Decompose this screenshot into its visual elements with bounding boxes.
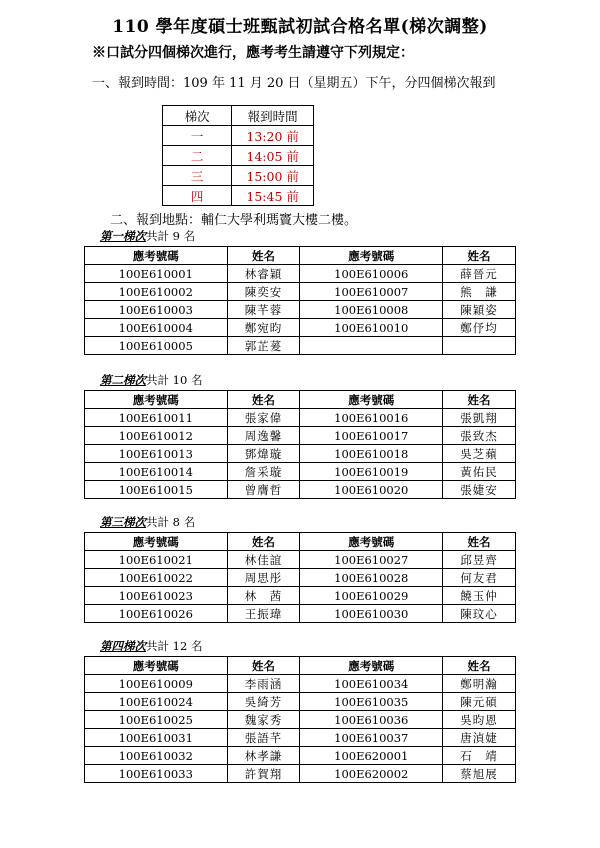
student-name: 許賀翔: [227, 765, 300, 783]
group-count: 共計 9 名: [146, 229, 196, 243]
student-name: 吳昀恩: [443, 711, 516, 729]
exam-number: 100E610020: [300, 481, 443, 499]
student-name: 周思彤: [227, 569, 300, 587]
student-name: 林 茜: [227, 587, 300, 605]
table-row: [85, 729, 516, 747]
schedule-row: [163, 126, 314, 146]
student-name: 石 靖: [443, 747, 516, 765]
table-row: [85, 463, 516, 481]
student-name: 陳元碩: [443, 693, 516, 711]
schedule-header-time: 報到時間: [232, 106, 314, 126]
table-row: [85, 445, 516, 463]
student-name: 魏家秀: [227, 711, 300, 729]
group-label: 第三梯次: [100, 515, 146, 529]
student-name: 林睿穎: [227, 265, 300, 283]
exam-number: 100E610019: [300, 463, 443, 481]
student-name: 吳芝蘋: [443, 445, 516, 463]
student-name: 張婕安: [443, 481, 516, 499]
table-row: [85, 551, 516, 569]
student-name: 何友君: [443, 569, 516, 587]
column-header: 姓名: [443, 657, 516, 675]
column-header: 應考號碼: [85, 533, 228, 551]
schedule-session: 一: [163, 126, 232, 146]
schedule-header-row: [163, 106, 314, 126]
exam-number: 100E610013: [85, 445, 228, 463]
table-row: [85, 587, 516, 605]
exam-number: 100E610032: [85, 747, 228, 765]
exam-number: 100E610031: [85, 729, 228, 747]
exam-number: 100E610030: [300, 605, 443, 623]
exam-number: 100E610026: [85, 605, 228, 623]
table-row: [85, 711, 516, 729]
schedule-time: 15:00 前: [232, 166, 314, 186]
group-count: 共計 12 名: [146, 639, 203, 653]
student-name: [443, 337, 516, 355]
exam-number: 100E610037: [300, 729, 443, 747]
table-row: [85, 569, 516, 587]
schedule-row: [163, 146, 314, 166]
table-row: [85, 693, 516, 711]
student-name: 蔡旭展: [443, 765, 516, 783]
column-header: 應考號碼: [300, 247, 443, 265]
student-name: 李雨涵: [227, 675, 300, 693]
column-header: 姓名: [227, 657, 300, 675]
student-name: 張家偉: [227, 409, 300, 427]
exam-number: 100E610012: [85, 427, 228, 445]
exam-number: 100E610035: [300, 693, 443, 711]
exam-number: 100E610014: [85, 463, 228, 481]
table-row: [85, 605, 516, 623]
column-header: 應考號碼: [300, 533, 443, 551]
exam-number: 100E610010: [300, 319, 443, 337]
column-header: 應考號碼: [300, 391, 443, 409]
student-name: 吳綺芳: [227, 693, 300, 711]
exam-number: 100E610004: [85, 319, 228, 337]
exam-number: [300, 337, 443, 355]
table-row: [85, 265, 516, 283]
column-header: 姓名: [227, 391, 300, 409]
table-row: [85, 283, 516, 301]
student-name: 曾膺哲: [227, 481, 300, 499]
column-header: 應考號碼: [85, 657, 228, 675]
exam-number: 100E610006: [300, 265, 443, 283]
group-count: 共計 8 名: [146, 515, 196, 529]
exam-number: 100E610003: [85, 301, 228, 319]
group-table: [84, 532, 516, 623]
schedule-table: [162, 105, 314, 206]
exam-number: 100E610017: [300, 427, 443, 445]
notice-text: ※口試分四個梯次進行，應考考生請遵守下列規定：: [92, 45, 414, 61]
student-name: 張凱翔: [443, 409, 516, 427]
exam-number: 100E610034: [300, 675, 443, 693]
student-name: 張語芊: [227, 729, 300, 747]
table-row: [85, 319, 516, 337]
exam-number: 100E610015: [85, 481, 228, 499]
table-row: [85, 409, 516, 427]
group-caption: [100, 638, 202, 654]
schedule-session: 三: [163, 166, 232, 186]
student-name: 饒玉仲: [443, 587, 516, 605]
schedule-session: 四: [163, 186, 232, 206]
exam-number: 100E610009: [85, 675, 228, 693]
student-name: 陳穎姿: [443, 301, 516, 319]
student-name: 林孝謙: [227, 747, 300, 765]
exam-number: 100E610025: [85, 711, 228, 729]
group-caption: [100, 228, 195, 244]
column-header: 姓名: [227, 533, 300, 551]
column-header: 姓名: [443, 533, 516, 551]
student-name: 陳芊蓉: [227, 301, 300, 319]
table-row: [85, 301, 516, 319]
student-name: 王振瑋: [227, 605, 300, 623]
schedule-row: [163, 186, 314, 206]
group-table: [84, 656, 516, 783]
exam-number: 100E610023: [85, 587, 228, 605]
schedule-row: [163, 166, 314, 186]
table-row: [85, 747, 516, 765]
student-name: 唐湞婕: [443, 729, 516, 747]
exam-number: 100E610022: [85, 569, 228, 587]
group-table: [84, 390, 516, 499]
schedule-header-session: 梯次: [163, 106, 232, 126]
exam-number: 100E610002: [85, 283, 228, 301]
table-header-row: [85, 657, 516, 675]
exam-number: 100E610027: [300, 551, 443, 569]
student-name: 鄭宛昀: [227, 319, 300, 337]
student-name: 詹采璇: [227, 463, 300, 481]
schedule-time: 13:20 前: [232, 126, 314, 146]
group-table: [84, 246, 516, 355]
table-row: [85, 675, 516, 693]
table-header-row: [85, 533, 516, 551]
exam-number: 100E610029: [300, 587, 443, 605]
exam-number: 100E610007: [300, 283, 443, 301]
exam-number: 100E610001: [85, 265, 228, 283]
exam-number: 100E620001: [300, 747, 443, 765]
schedule-time: 15:45 前: [232, 186, 314, 206]
check-in-location-text: 二、報到地點：輔仁大學利瑪竇大樓二樓。: [110, 213, 358, 228]
exam-number: 100E610036: [300, 711, 443, 729]
exam-number: 100E610028: [300, 569, 443, 587]
schedule-time: 14:05 前: [232, 146, 314, 166]
group-caption: [100, 372, 202, 388]
student-name: 鄭明瀚: [443, 675, 516, 693]
table-row: [85, 765, 516, 783]
table-header-row: [85, 391, 516, 409]
student-name: 薛晉元: [443, 265, 516, 283]
student-name: 鄧煒璇: [227, 445, 300, 463]
student-name: 黃佑民: [443, 463, 516, 481]
exam-number: 100E610033: [85, 765, 228, 783]
student-name: 邱昱齊: [443, 551, 516, 569]
group-label: 第一梯次: [100, 229, 146, 243]
student-name: 周逸馨: [227, 427, 300, 445]
student-name: 張致杰: [443, 427, 516, 445]
column-header: 應考號碼: [85, 247, 228, 265]
exam-number: 100E610018: [300, 445, 443, 463]
exam-number: 100E610008: [300, 301, 443, 319]
exam-number: 100E610024: [85, 693, 228, 711]
table-row: [85, 481, 516, 499]
table-row: [85, 427, 516, 445]
schedule-session: 二: [163, 146, 232, 166]
group-label: 第二梯次: [100, 373, 146, 387]
column-header: 應考號碼: [300, 657, 443, 675]
exam-number: 100E610005: [85, 337, 228, 355]
table-header-row: [85, 247, 516, 265]
table-row: [85, 337, 516, 355]
column-header: 姓名: [443, 391, 516, 409]
student-name: 郭芷萲: [227, 337, 300, 355]
group-caption: [100, 514, 195, 530]
exam-number: 100E610011: [85, 409, 228, 427]
student-name: 陳玟心: [443, 605, 516, 623]
exam-number: 100E610016: [300, 409, 443, 427]
column-header: 姓名: [227, 247, 300, 265]
column-header: 姓名: [443, 247, 516, 265]
student-name: 熊 謙: [443, 283, 516, 301]
student-name: 陳奕安: [227, 283, 300, 301]
column-header: 應考號碼: [85, 391, 228, 409]
page-title: 110 學年度碩士班甄試初試合格名單(梯次調整): [112, 17, 488, 37]
student-name: 鄭伃均: [443, 319, 516, 337]
exam-number: 100E610021: [85, 551, 228, 569]
group-label: 第四梯次: [100, 639, 146, 653]
exam-number: 100E620002: [300, 765, 443, 783]
student-name: 林佳誼: [227, 551, 300, 569]
check-in-time-text: 一、報到時間：109 年 11 月 20 日（星期五）下午，分四個梯次報到: [92, 76, 496, 91]
group-count: 共計 10 名: [146, 373, 203, 387]
